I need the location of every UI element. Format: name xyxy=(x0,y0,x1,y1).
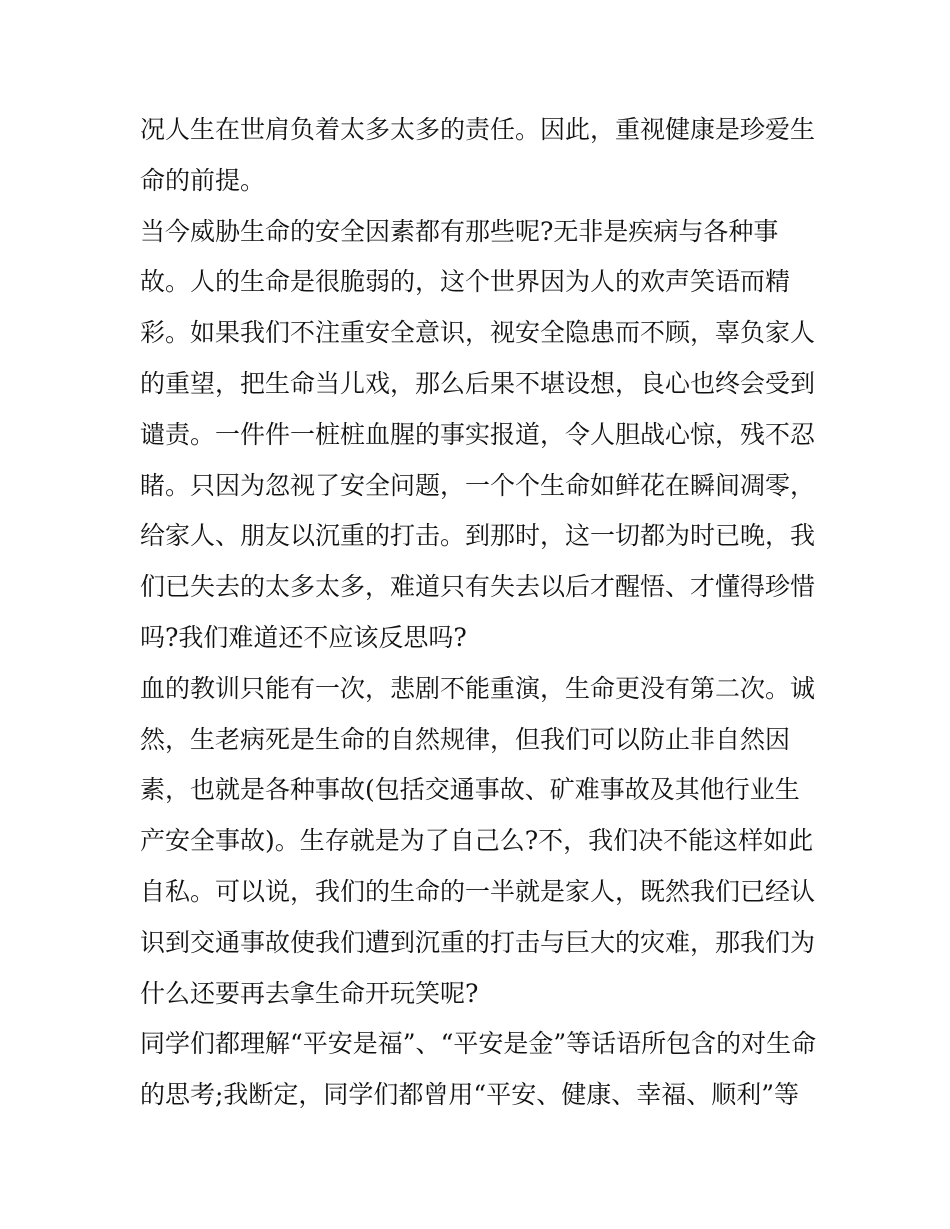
text-line: 当今威胁生命的安全因素都有那些呢?无非是疾病与各种事 xyxy=(140,216,779,246)
text-line: 产安全事故)。生存就是为了自己么?不，我们决不能这样如此 xyxy=(140,826,814,856)
text-line: 命的前提。 xyxy=(140,165,266,195)
text-line: 们已失去的太多太多，难道只有失去以后才醒悟、才懂得珍惜 xyxy=(140,572,816,602)
text-line: 自私。可以说，我们的生命的一半就是家人，既然我们已经认 xyxy=(140,876,816,906)
text-line: 故。人的生命是很脆弱的，这个世界因为人的欢声笑语而精 xyxy=(140,267,791,297)
text-line: 吗?我们难道还不应该反思吗? xyxy=(140,622,467,652)
text-line: 然，生老病死是生命的自然规律，但我们可以防止非自然因 xyxy=(140,724,791,754)
text-line: 血的教训只能有一次，悲剧不能重演，生命更没有第二次。诚 xyxy=(140,673,816,703)
text-line: 谴责。一件件一桩桩血腥的事实报道，令人胆战心惊，残不忍 xyxy=(140,419,816,449)
text-line: 识到交通事故使我们遭到沉重的打击与巨大的灾难，那我们为 xyxy=(140,927,816,957)
text-line: 同学们都理解“平安是福”、“平安是金”等话语所包含的对生命 xyxy=(140,1029,817,1059)
text-line: 的重望，把生命当儿戏，那么后果不堪设想，良心也终会受到 xyxy=(140,368,816,398)
text-line: 给家人、朋友以沉重的打击。到那时，这一切都为时已晚，我 xyxy=(140,521,816,551)
text-line: 什么还要再去拿生命开玩笑呢? xyxy=(140,978,479,1008)
text-line: 况人生在世肩负着太多太多的责任。因此，重视健康是珍爱生 xyxy=(140,115,816,144)
text-line: 素，也就是各种事故(包括交通事故、矿难事故及其他行业生 xyxy=(140,775,800,805)
text-line: 彩。如果我们不注重安全意识，视安全隐患而不顾，辜负家人 xyxy=(140,318,816,348)
text-line: 的思考;我断定，同学们都曾用“平安、健康、幸福、顺利”等 xyxy=(140,1080,799,1110)
text-line: 睹。只因为忽视了安全问题，一个个生命如鲜花在瞬间凋零， xyxy=(140,470,816,500)
body-text xyxy=(140,105,820,1121)
